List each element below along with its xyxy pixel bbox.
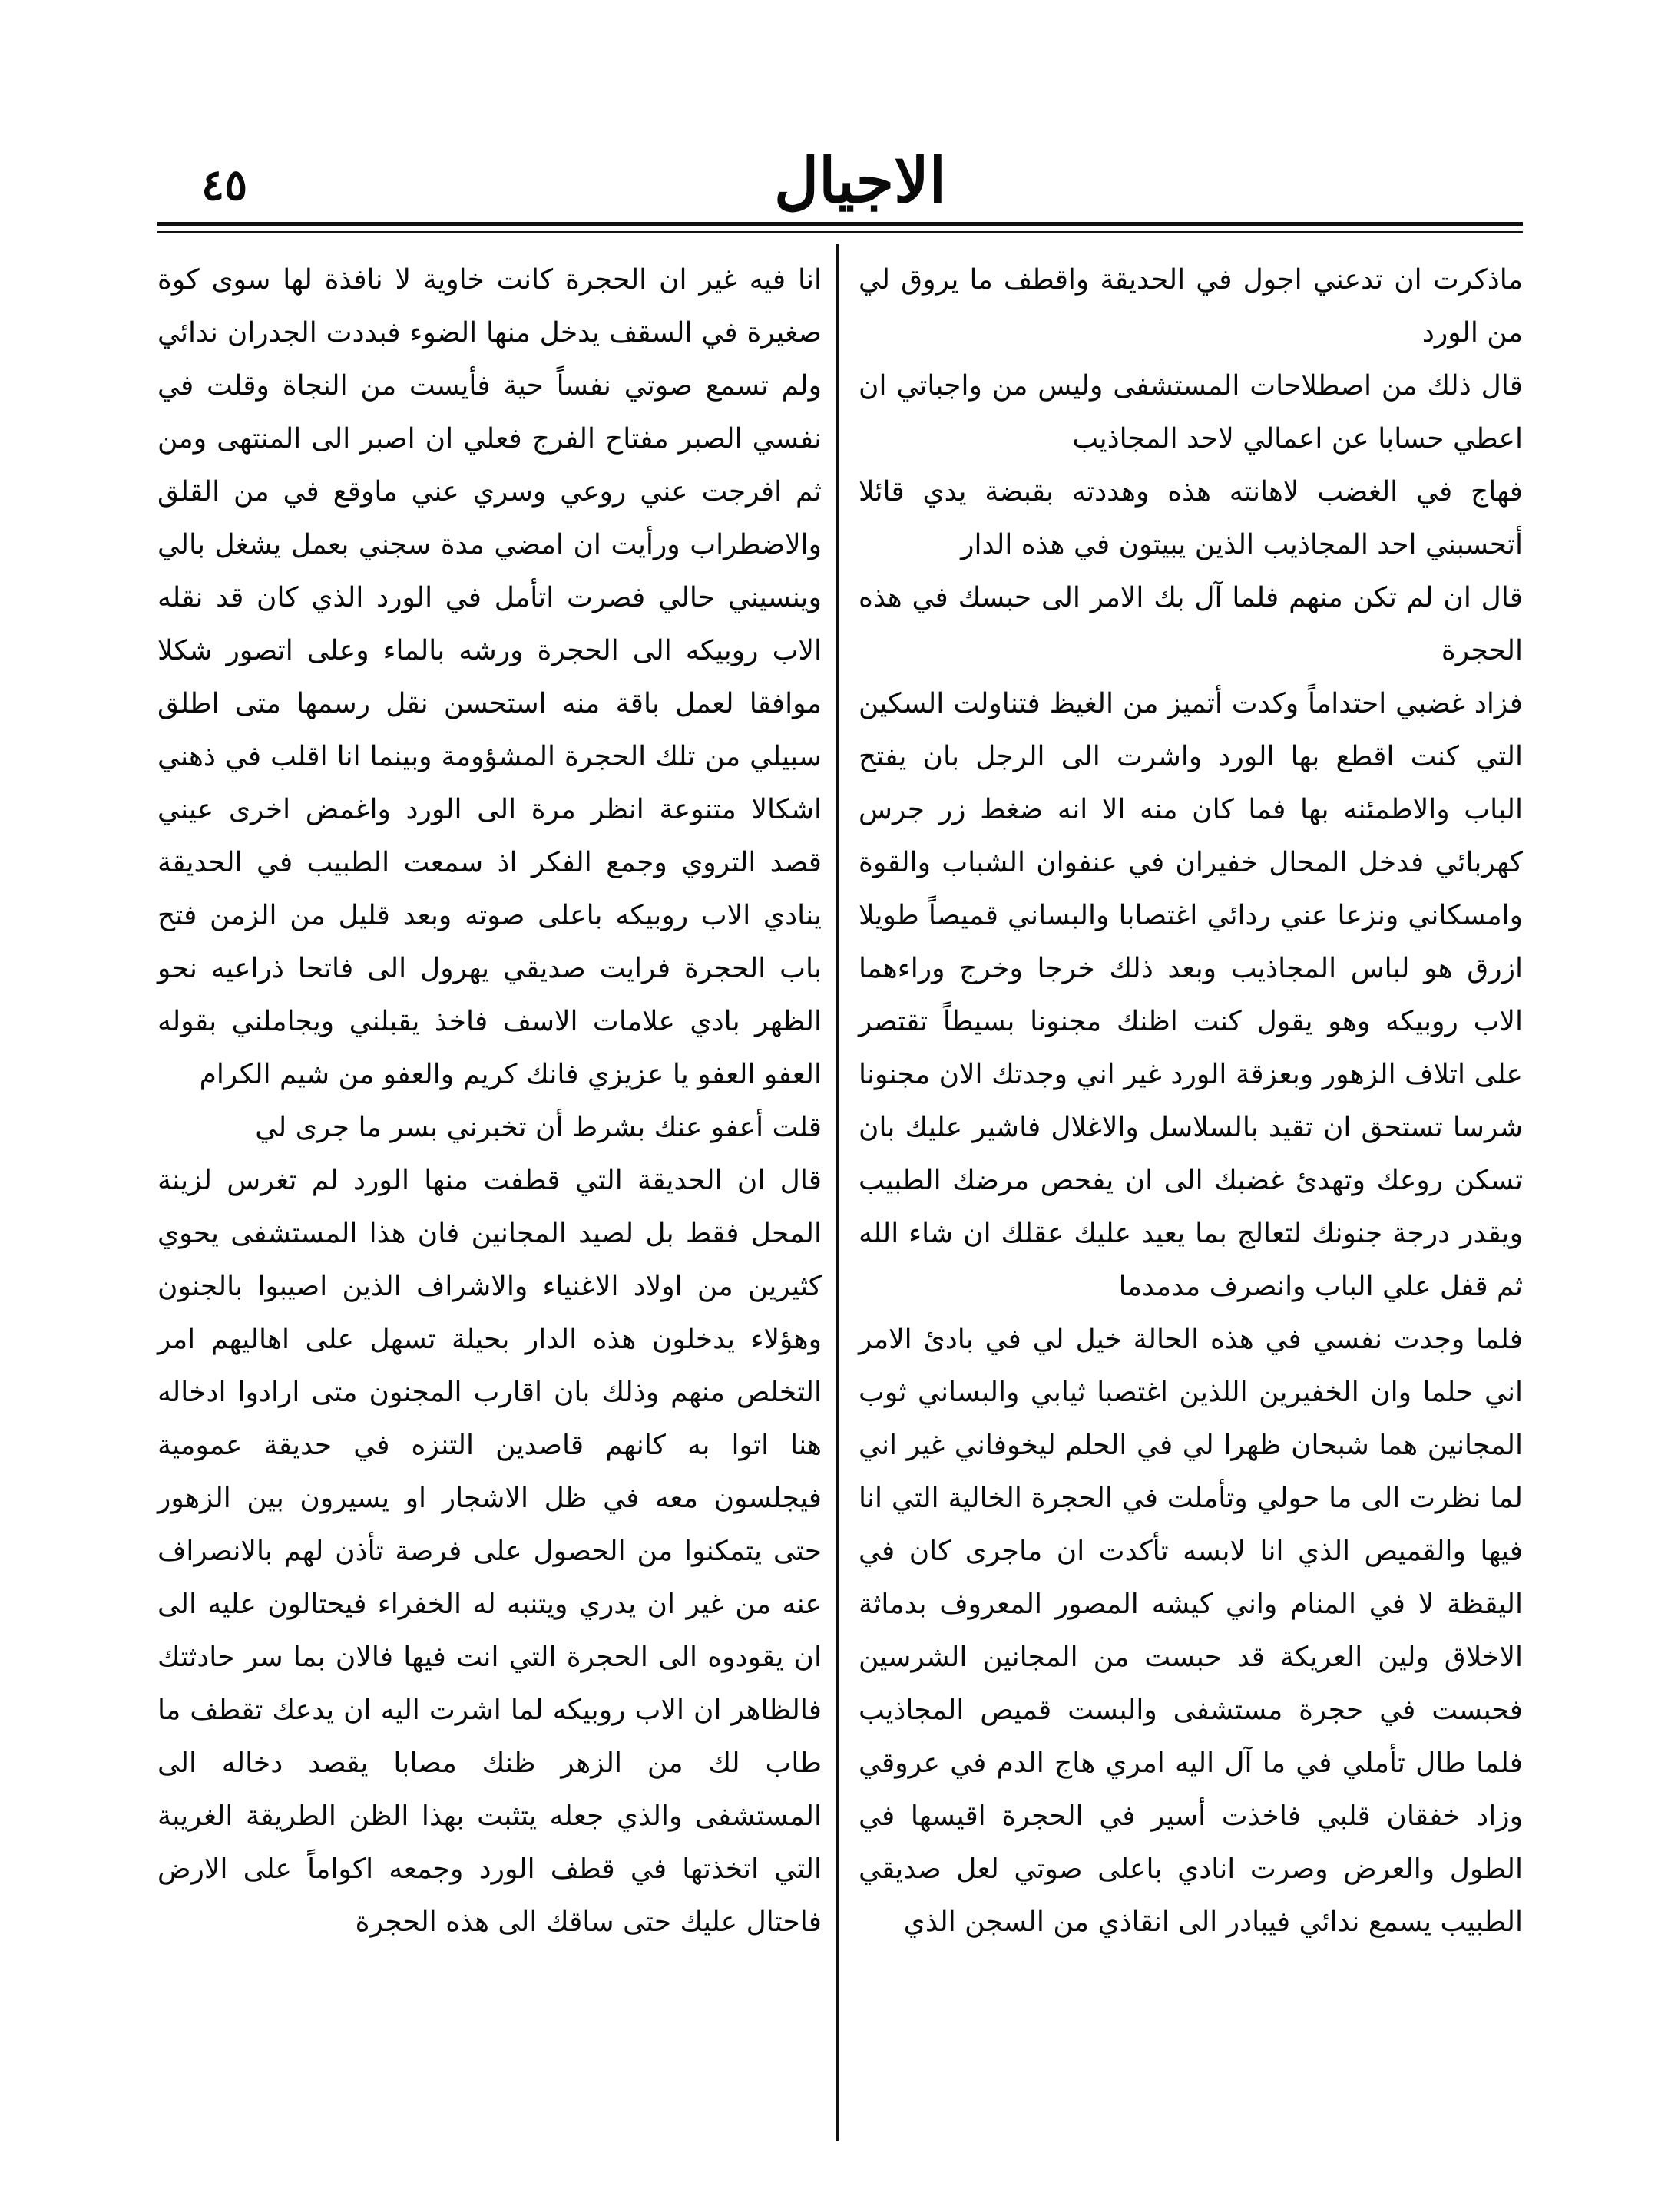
journal-title: الاجيال xyxy=(774,144,946,217)
page-number: ٤٥ xyxy=(201,160,248,210)
left-column xyxy=(157,253,822,1949)
paragraph: فهاج في الغضب لاهانته هذه وهددته بقبضة يدي قائلا أتحسبني احد المجاذيب الذين يبيتون في هذه الدار xyxy=(859,476,1523,560)
paragraph: قال ذلك من اصطلاحات المستشفى وليس من واجباتي ان اعطي حسابا عن اعمالي لاحد المجاذيب xyxy=(859,370,1523,455)
header-rule-top xyxy=(157,222,1523,226)
paragraph: انا فيه غير ان الحجرة كانت خاوية لا نافذة لها سوى كوة صغيرة في السقف يدخل منها الضوء فبددت الجدران ندائي ولم تسمع صوتي نفساً حية فأيست من النجاة وقلت في نفسي الصبر مفتاح الفرج فعلي ان اصبر الى المنتهى ومن ثم افرجت عني روعي وسري عني ماوقع في من القلق والاضطراب ورأيت ان امضي مدة سجني بعمل يشغل بالي وينسيني حالي فصرت اتأمل في الورد الذي كان قد نقله الاب روبيكه الى الحجرة ورشه بالماء وعلى اتصور شكلا موافقا لعمل باقة منه استحسن نقل رسمها متى اطلق سبيلي من تلك الحجرة المشؤومة وبينما انا اقلب في ذهني اشكالا متنوعة انظر مرة الى الورد واغمض اخرى عيني قصد التروي وجمع الفكر اذ سمعت الطبيب في الحديقة ينادي الاب روبيكه باعلى صوته وبعد قليل من الزمن فتح باب الحجرة فرايت صديقي يهرول الى فاتحا ذراعيه نحو الظهر بادي علامات الاسف فاخذ يقبلني ويجاملني بقوله العفو العفو يا عزيزي فانك كريم والعفو من شيم الكرام xyxy=(157,264,822,1090)
right-column xyxy=(859,253,1523,1949)
paragraph: قال ان الحديقة التي قطفت منها الورد لم تغرس لزينة المحل فقط بل لصيد المجانين فان هذا المستشفى يحوي كثيرين من اولاد الاغنياء والاشراف الذين اصيبوا بالجنون وهؤلاء يدخلون هذه الدار بحيلة تسهل على اهاليهم امر التخلص منهم وذلك بان اقارب المجنون متى ارادوا ادخاله هنا اتوا به كانهم قاصدين التنزه في حديقة عمومية فيجلسون معه في ظل الاشجار او يسيرون بين الزهور حتى يتمكنوا من الحصول على فرصة تأذن لهم بالانصراف عنه من غير ان يدري ويتنبه له الخفراء فيحتالون عليه الى ان يقودوه الى الحجرة التي انت فيها فالان بما سر حادثتك فالظاهر ان الاب روبيكه لما اشرت اليه ان يدعك تقطف ما طاب لك من الزهر ظنك مصابا يقصد دخاله الى المستشفى والذي جعله يتثبت بهذا الظن الطريقة الغريبة التي اتخذتها في قطف الورد وجمعه اكواماً على الارض فاحتال عليك حتى ساقك الى هذه الحجرة xyxy=(157,1165,822,1938)
page-header xyxy=(0,0,1658,246)
header-rule-bottom xyxy=(157,231,1523,233)
paragraph: ماذكرت ان تدعني اجول في الحديقة واقطف ما يروق لي من الورد xyxy=(859,264,1523,349)
paragraph: فلما وجدت نفسي في هذه الحالة خيل لي في بادئ الامر اني حلما وان الخفيرين اللذين اغتصبا ثيابي والبساني ثوب المجانين هما شبحان ظهرا لي في الحلم ليخوفاني غير اني لما نظرت الى ما حولي وتأملت في الحجرة الخالية التي انا فيها والقميص الذي انا لابسه تأكدت ان ماجرى كان في اليقظة لا في المنام واني كيشه المصور المعروف بدماثة الاخلاق ولين العريكة قد حبست من المجانين الشرسين فحبست في حجرة مستشفى والبست قميص المجاذيب فلما طال تأملي في ما آل اليه امري هاج الدم في عروقي وزاد خفقان قلبي فاخذت أسير في الحجرة اقيسها في الطول والعرض وصرت انادي باعلى صوتي لعل صديقي الطبيب يسمع ندائي فيبادر الى انقاذي من السجن الذي xyxy=(859,1324,1523,1938)
paragraph: قال ان لم تكن منهم فلما آل بك الامر الى حبسك في هذه الحجرة xyxy=(859,582,1523,666)
column-divider xyxy=(836,244,839,2141)
paragraph: قلت أعفو عنك بشرط أن تخبرني بسر ما جرى لي xyxy=(255,1112,822,1143)
paragraph: فزاد غضبي احتداماً وكدت أتميز من الغيظ فتناولت السكين التي كنت اقطع بها الورد واشرت الى الرجل بان يفتح الباب والاطمئنه بها فما كان منه الا انه ضغط زر جرس كهربائي فدخل المحال خفيران في عنفوان الشباب والقوة وامسكاني ونزعا عني ردائي اغتصابا والبساني قميصاً طويلا ازرق هو لباس المجاذيب وبعد ذلك خرجا وخرج وراءهما الاب روبيكه وهو يقول كنت اظنك مجنونا بسيطاً تقتصر على اتلاف الزهور وبعزقة الورد غير اني وجدتك الان مجنونا شرسا تستحق ان تقيد بالسلاسل والاغلال فاشير عليك بان تسكن روعك وتهدئ غضبك الى ان يفحص مرضك الطبيب ويقدر درجة جنونك لتعالج بما يعيد عليك عقلك ان شاء الله ثم قفل علي الباب وانصرف مدمدما xyxy=(859,688,1523,1302)
